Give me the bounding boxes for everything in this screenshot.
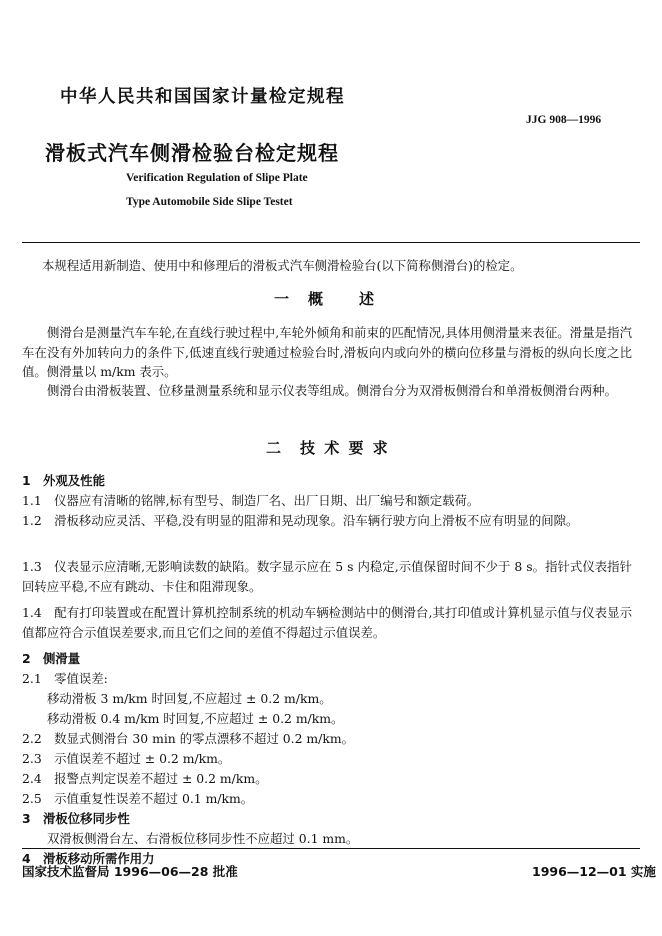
clause-line: 2.1 零值误差: (22, 671, 108, 686)
document-title: 滑板式汽车侧滑检验台检定规程 (45, 141, 339, 165)
overview-paragraph-2: 侧滑台由滑板装置、位移量测量系统和显示仪表等组成。侧滑台分为双滑板侧滑台和单滑板侧滑台两种。 (47, 383, 617, 398)
clause-line: 双滑板侧滑台左、右滑板位移同步性不应超过 0.1 mm。 (47, 831, 359, 846)
clause-line: 移动滑板 3 m/km 时回复,不应超过 ± 0.2 m/km。 (47, 691, 332, 706)
approval-statement: 国家技术监督局 1996—06—28 批准 (22, 864, 238, 879)
english-title-line-2: Type Automobile Side Slipe Testet (126, 196, 293, 208)
clause-line: 1.1 仪器应有清晰的铭牌,标有型号、制造厂名、出厂日期、出厂编号和额定载荷。 (22, 493, 480, 508)
footer-divider (22, 848, 640, 849)
effective-date: 1996—12—01 实施 (532, 864, 656, 879)
scope-statement: 本规程适用新制造、使用中和修理后的滑板式汽车侧滑检验台(以下简称侧滑台)的检定。 (42, 258, 523, 273)
clause-line: 1.2 滑板移动应灵活、平稳,没有明显的阻滞和晃动现象。沿车辆行驶方向上滑板不应有明显的间隙。 (22, 513, 579, 528)
clause-line: 2.2 数显式侧滑台 30 min 的零点漂移不超过 0.2 m/km。 (22, 731, 354, 746)
english-title-line-1: Verification Regulation of Slipe Plate (126, 172, 308, 184)
standard-code: JJG 908—1996 (526, 114, 602, 126)
clause-line: 2.4 报警点判定误差不超过 ± 0.2 m/km。 (22, 771, 268, 786)
issuing-authority: 中华人民共和国国家计量检定规程 (60, 87, 345, 107)
overview-paragraph-1: 侧滑台是测量汽车车轮,在直线行驶过程中,车轮外倾角和前束的匹配情况,具体用侧滑量来表征。滑量是指汽车在没有外加转向力的条件下,低速直线行驶通过检验台时,滑板向内或向外的横向位移量与滑板的纵向长度之比值。侧滑量以 m/km 表示。 (22, 325, 632, 379)
clause-line: 1.4 配有打印装置或在配置计算机控制系统的机动车辆检测站中的侧滑台,其打印值或计算机显示值与仪表显示值都应符合示值误差要求,而且它们之间的差值不得超过示值误差。 (22, 605, 632, 640)
clause-line: 2.5 示值重复性误差不超过 0.1 m/km。 (22, 791, 254, 806)
section-heading-overview: 一 概 述 (274, 290, 377, 308)
clause-line: 1.3 仪表显示应清晰,无影响读数的缺陷。数字显示应在 5 s 内稳定,示值保留时间不少于 8 s。指针式仪表指针回转应平稳,不应有跳动、卡住和阻滞现象。 (22, 559, 632, 594)
header-divider (22, 242, 640, 243)
section-heading-technical-requirements: 二 技 术 要 求 (266, 439, 390, 457)
clause-heading: 1 外观及性能 (22, 473, 105, 488)
clause-heading: 3 滑板位移同步性 (22, 811, 130, 826)
clause-line: 2.3 示值误差不超过 ± 0.2 m/km。 (22, 751, 231, 766)
clause-heading: 2 侧滑量 (22, 651, 81, 666)
clause-line: 移动滑板 0.4 m/km 时回复,不应超过 ± 0.2 m/km。 (47, 711, 344, 726)
clause-heading: 4 滑板移动所需作用力 (22, 851, 155, 866)
